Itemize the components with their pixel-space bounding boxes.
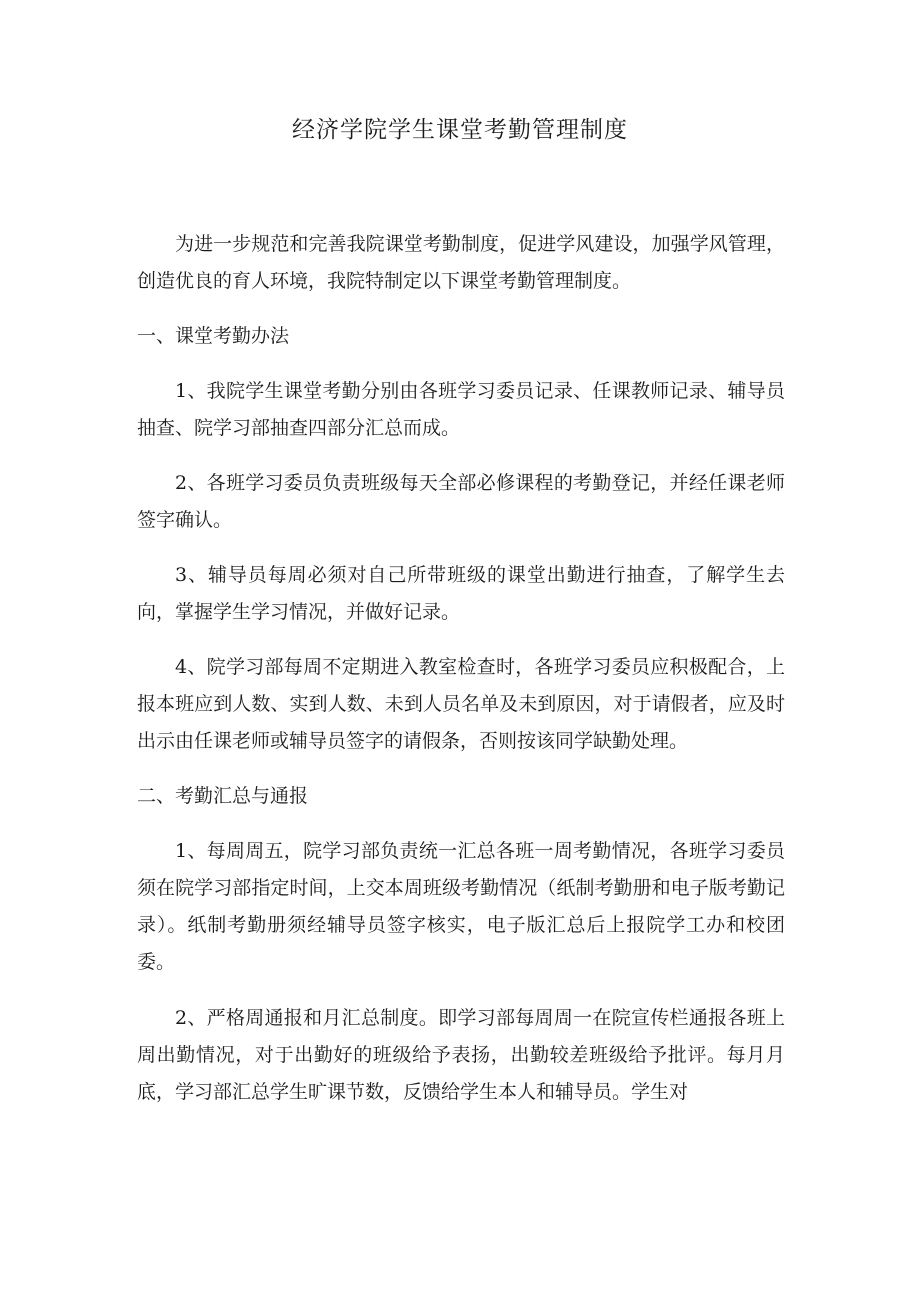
section1-item-1: 1、我院学生课堂考勤分别由各班学习委员记录、任课教师记录、辅导员抽查、院学习部抽查四部分汇总而成。	[137, 380, 785, 439]
intro-paragraph: 为进一步规范和完善我院课堂考勤制度，促进学风建设，加强学风管理，创造优良的育人环境，我院特制定以下课堂考勤管理制度。	[137, 233, 785, 292]
document-title: 经济学院学生课堂考勤管理制度	[292, 117, 628, 143]
section1-item-3: 3、辅导员每周必须对自己所带班级的课堂出勤进行抽查，了解学生去向，掌握学生学习情况，并做好记录。	[137, 564, 785, 623]
section2-item-1: 1、每周周五，院学习部负责统一汇总各班一周考勤情况，各班学习委员须在院学习部指定时间，上交本周班级考勤情况（纸制考勤册和电子版考勤记录）。纸制考勤册须经辅导员签字核实，电子版汇总后上报院学工办和校团委。	[137, 840, 785, 973]
document-body	[137, 226, 785, 1111]
section-heading-attendance-method: 一、课堂考勤办法	[137, 325, 290, 347]
section1-item-2: 2、各班学习委员负责班级每天全部必修课程的考勤登记，并经任课老师签字确认。	[137, 472, 785, 531]
section-heading-summary-report: 二、考勤汇总与通报	[137, 785, 309, 807]
section2-item-2: 2、严格周通报和月汇总制度。即学习部每周周一在院宣传栏通报各班上周出勤情况，对于出勤好的班级给予表扬，出勤较差班级给予批评。每月月底，学习部汇总学生旷课节数，反馈给学生本人和辅导员。学生对	[137, 1007, 785, 1103]
section1-item-4: 4、院学习部每周不定期进入教室检查时，各班学习委员应积极配合，上报本班应到人数、实到人数、未到人员名单及未到原因，对于请假者，应及时出示由任课老师或辅导员签字的请假条，否则按该同学缺勤处理。	[137, 656, 785, 752]
